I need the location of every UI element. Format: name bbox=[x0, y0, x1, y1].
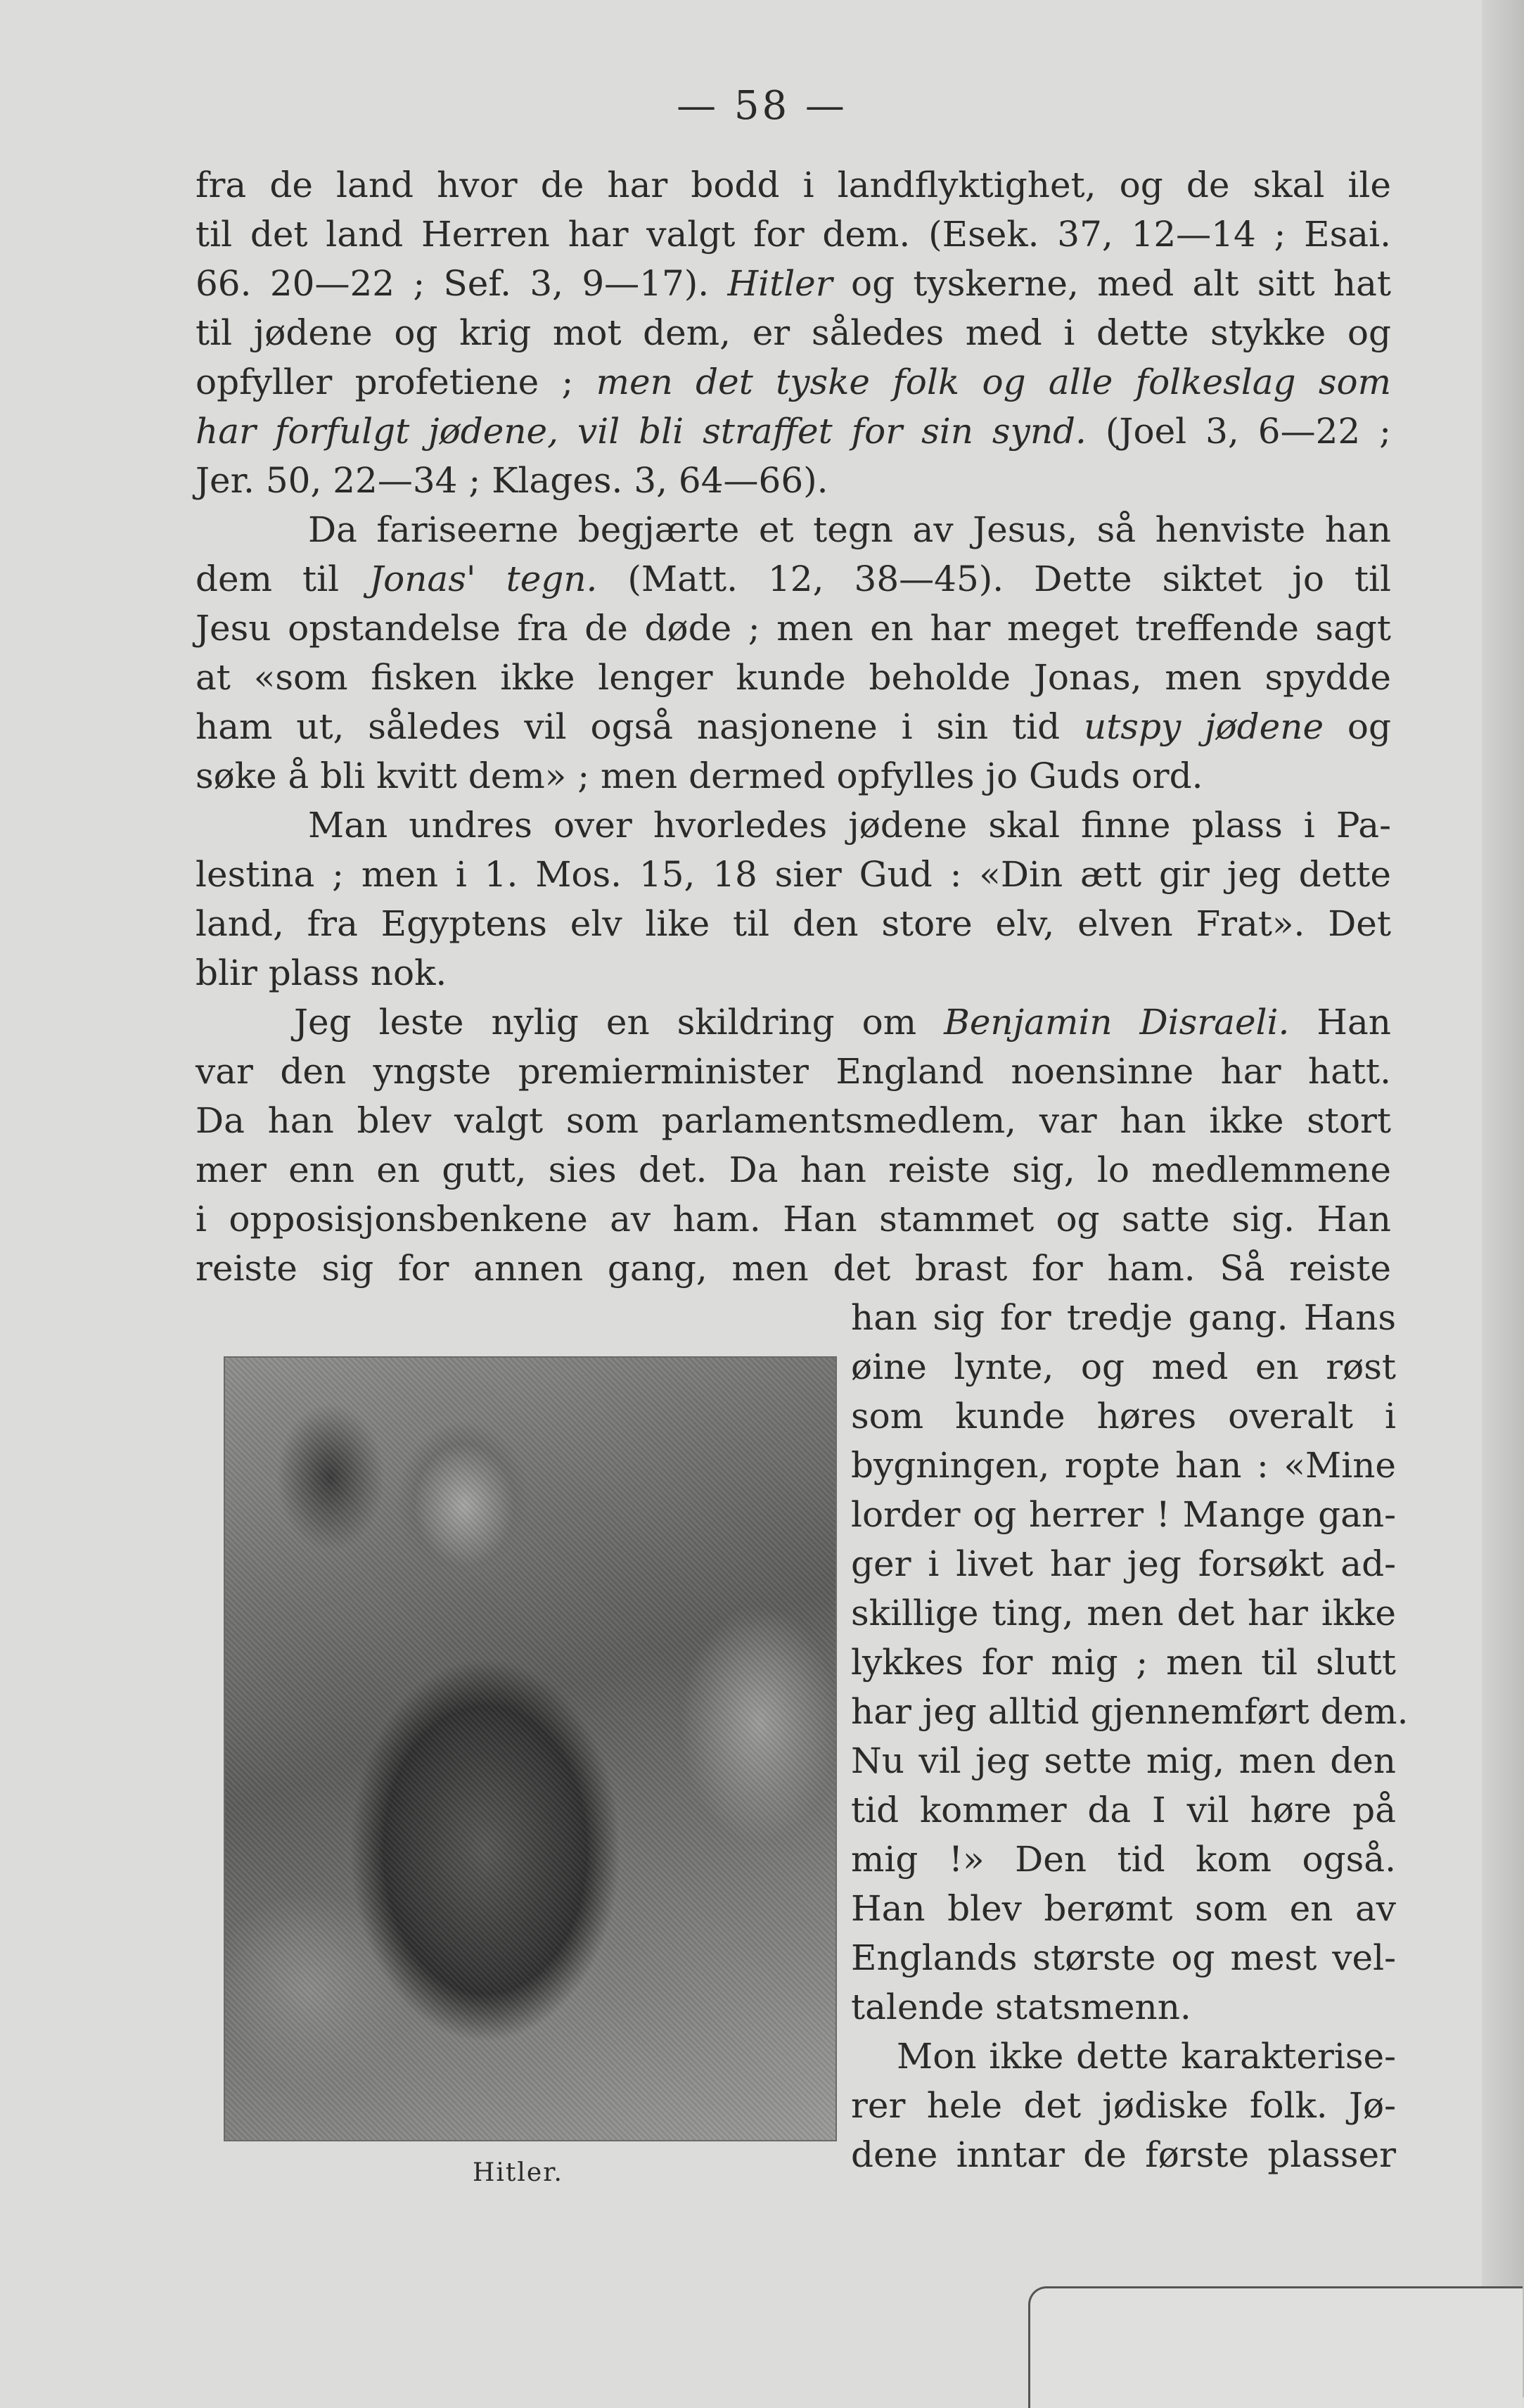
text-line: fra de land hvor de har bodd i landflyktighet, og de skal ile bbox=[196, 165, 1391, 205]
wrap-line: Englands største og mest vel- bbox=[851, 1937, 1396, 1978]
text-line: søke å bli kvitt dem» ; men dermed opfylles jo Guds ord. bbox=[196, 756, 1203, 796]
text-span: og tyskerne, med alt sitt hat bbox=[832, 263, 1391, 304]
wrap-line: har jeg alltid gjennemført dem. bbox=[851, 1691, 1409, 1732]
page-number: — 58 — bbox=[677, 83, 847, 129]
wrap-line: Mon ikke dette karakterise- bbox=[897, 2036, 1396, 2077]
text-line: mer enn en gutt, sies det. Da han reiste sig, lo medlemmene bbox=[196, 1149, 1391, 1190]
text-span: og bbox=[1324, 706, 1391, 747]
italic-name: Hitler bbox=[727, 263, 833, 304]
text-span: 66. 20—22 ; Sef. 3, 9—17). bbox=[196, 263, 728, 304]
text-line: reiste sig for annen gang, men det brast for ham. Så reiste bbox=[196, 1248, 1391, 1289]
italic-phrase: Jonas' tegn. bbox=[369, 559, 598, 599]
text-line: Man undres over hvorledes jødene skal finne plass i Pa- bbox=[308, 805, 1391, 846]
text-line: Jer. 50, 22—34 ; Klages. 3, 64—66). bbox=[196, 460, 828, 501]
bookmark-tab bbox=[1028, 2286, 1523, 2408]
wrap-line: som kunde høres overalt i bbox=[851, 1396, 1396, 1436]
wrap-line: talende statsmenn. bbox=[851, 1987, 1191, 2027]
text-line bbox=[196, 259, 1391, 308]
text-line: Da fariseerne begjærte et tegn av Jesus, så henviste han bbox=[308, 509, 1391, 550]
wrap-line: rer hele det jødiske folk. Jø- bbox=[851, 2085, 1396, 2126]
text-line bbox=[196, 554, 1391, 604]
text-span: Jeg leste nylig en skildring om bbox=[294, 1002, 945, 1043]
italic-phrase: har forfulgt jødene, vil bli straffet for sin synd. bbox=[196, 411, 1087, 452]
text-line: at «som fisken ikke lenger kunde beholde Jonas, men spydde bbox=[196, 657, 1391, 698]
text-line: Da han blev valgt som parlamentsmedlem, var han ikke stort bbox=[196, 1100, 1391, 1141]
wrap-line: skillige ting, men det har ikke bbox=[851, 1593, 1396, 1633]
text-span: dem til bbox=[196, 559, 370, 599]
italic-phrase: utspy jødene bbox=[1084, 706, 1324, 747]
text-line: Jesu opstandelse fra de døde ; men en har meget treffende sagt bbox=[196, 608, 1391, 649]
text-line bbox=[196, 407, 1391, 456]
text-line bbox=[294, 998, 1391, 1047]
text-span: Han bbox=[1289, 1002, 1391, 1043]
wrap-line: han sig for tredje gang. Hans bbox=[851, 1297, 1396, 1338]
text-line: var den yngste premierminister England noensinne har hatt. bbox=[196, 1051, 1391, 1092]
italic-phrase: men det tyske folk og alle folkeslag som bbox=[596, 362, 1391, 402]
text-line bbox=[196, 357, 1391, 407]
text-line: blir plass nok. bbox=[196, 953, 447, 993]
wrap-line: tid kommer da I vil høre på bbox=[851, 1790, 1396, 1830]
text-span: (Matt. 12, 38—45). Dette siktet jo til bbox=[597, 559, 1391, 599]
wrap-line: lykkes for mig ; men til slutt bbox=[851, 1642, 1396, 1683]
photo-caption: Hitler. bbox=[473, 2158, 563, 2187]
wrap-line: mig !» Den tid kom også. bbox=[851, 1839, 1396, 1880]
wrap-line: øine lynte, og med en røst bbox=[851, 1346, 1396, 1387]
wrap-line: bygningen, ropte han : «Mine bbox=[851, 1445, 1396, 1486]
page-edge-shadow bbox=[1482, 0, 1524, 2397]
portrait-photo bbox=[224, 1356, 837, 2141]
wrap-line: dene inntar de første plasser bbox=[851, 2134, 1396, 2175]
wrap-line: ger i livet har jeg forsøkt ad- bbox=[851, 1543, 1396, 1584]
text-line: til jødene og krig mot dem, er således med i dette stykke og bbox=[196, 312, 1391, 353]
text-line: til det land Herren har valgt for dem. (Esek. 37, 12—14 ; Esai. bbox=[196, 214, 1391, 255]
text-span: opfyller profetiene ; bbox=[196, 362, 596, 402]
text-line: lestina ; men i 1. Mos. 15, 18 sier Gud : «Din ætt gir jeg dette bbox=[196, 854, 1391, 895]
italic-name: Benjamin Disraeli. bbox=[944, 1002, 1290, 1043]
wrap-line: Han blev berømt som en av bbox=[851, 1888, 1396, 1929]
wrap-line: lorder og herrer ! Mange gan- bbox=[851, 1494, 1396, 1535]
text-line: i opposisjonsbenkene av ham. Han stammet og satte sig. Han bbox=[196, 1199, 1391, 1240]
text-span: ham ut, således vil også nasjonene i sin tid bbox=[196, 706, 1084, 747]
wrap-line: Nu vil jeg sette mig, men den bbox=[851, 1740, 1396, 1781]
text-line bbox=[196, 702, 1391, 751]
text-line: land, fra Egyptens elv like til den store elv, elven Frat». Det bbox=[196, 903, 1391, 944]
text-span: (Joel 3, 6—22 ; bbox=[1086, 411, 1392, 452]
